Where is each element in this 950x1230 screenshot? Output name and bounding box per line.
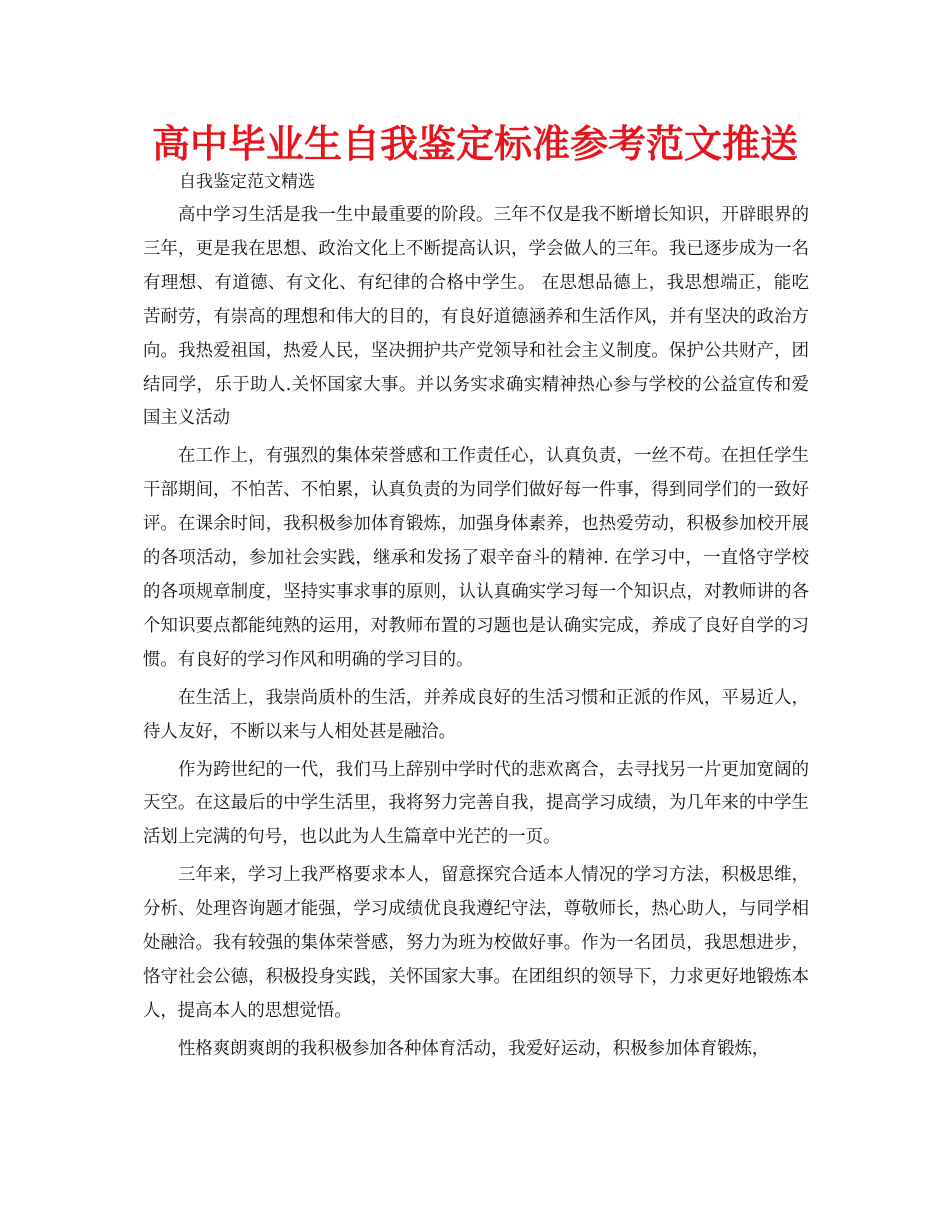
paragraph: 作为跨世纪的一代，我们马上辞别中学时代的悲欢离合，去寻找另一片更加宽阔的天空。在这最后的中学生活里，我将努力完善自我，提高学习成绩，为几年来的中学生活划上完满的句号，也以此为人生篇章中光芒的一页。 bbox=[143, 759, 809, 848]
paragraph: 在工作上，有强烈的集体荣誉感和工作责任心，认真负责，一丝不苟。在担任学生干部期间，不怕苦、不怕累，认真负责的为同学们做好每一件事，得到同学们的一致好评。在课余时间，我积极参加体育锻炼，加强身体素养，也热爱劳动，积极参加校开展的各项活动，参加社会实践，继承和发扬了艰辛奋斗的精神. 在学习中，一直恪守学校的各项规章制度，坚持实事求事的原则，认认真确实学习每一个知识点，对教师讲的各个知识要点都能纯熟的运用，对教师布置的习题也是认确实完成，养成了良好自学的习惯。有良好的学习作风和明确的学习目的。 bbox=[143, 446, 809, 670]
paragraph: 高中学习生活是我一生中最重要的阶段。三年不仅是我不断增长知识，开辟眼界的三年，更是我在思想、政治文化上不断提高认识，学会做人的三年。我已逐步成为一名有理想、有道德、有文化、有纪律的合格中学生。 在思想品德上，我思想端正，能吃苦耐劳，有崇高的理想和伟大的目的，有良好道德涵养和生活作风，并有坚决的政治方向。我热爱祖国，热爱人民，坚决拥护共产党领导和社会主义制度。保护公共财产，团结同学，乐于助人.关怀国家大事。并以务实求确实精神热心参与学校的公益宣传和爱国主义活动 bbox=[143, 205, 809, 429]
document-title: 高中毕业生自我鉴定标准参考范文推送 bbox=[151, 122, 798, 166]
paragraph: 性格爽朗爽朗的我积极参加各种体育活动，我爱好运动，积极参加体育锻炼， bbox=[178, 1038, 770, 1059]
document-body bbox=[143, 199, 809, 1071]
paragraph: 三年来，学习上我严格要求本人，留意探究合适本人情况的学习方法，积极思维，分析、处理咨询题才能强，学习成绩优良我遵纪守法，尊敬师长，热心助人，与同学相处融洽。我有较强的集体荣誉感，努力为班为校做好事。作为一名团员，我思想进步，恪守社会公德，积极投身实践，关怀国家大事。在团组织的领导下，力求更好地锻炼本人，提高本人的思想觉悟。 bbox=[143, 865, 809, 1021]
document-subtitle: 自我鉴定范文精选 bbox=[179, 172, 315, 192]
paragraph: 在生活上，我崇尚质朴的生活，并养成良好的生活习惯和正派的作风，平易近人，待人友好，不断以来与人相处甚是融洽。 bbox=[143, 687, 809, 742]
